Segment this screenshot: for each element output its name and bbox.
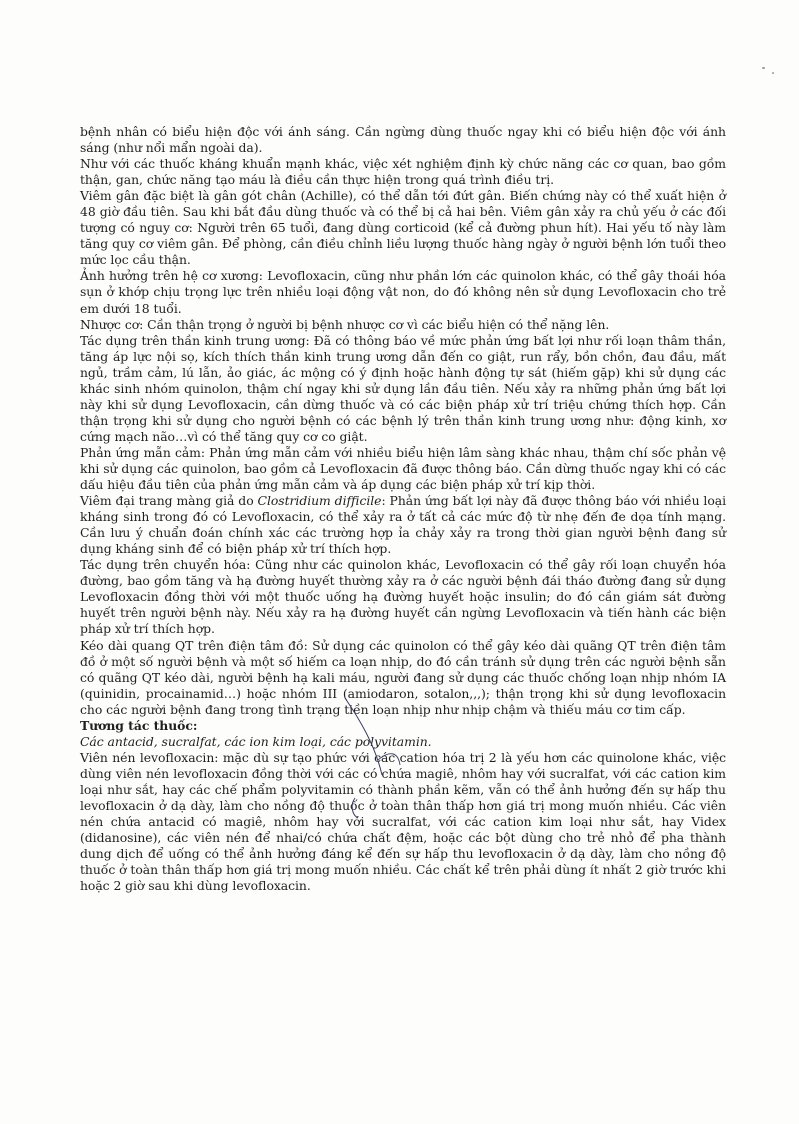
section-heading-drug-interactions: Tương tác thuốc: [80,717,198,733]
colitis-rest: : Phản ứng bất lợi này đã được thông báo với nhiều loại kháng sinh trong đó có Levofloxacin, có thể xảy ra ở tất cả các mức độ từ nhẹ đến đe dọa tính mạng. Cần lưu ý chuẩn đoán chính xác các trường hợp ỉa chảy xảy ra trong thời gian người bệnh đang sử dụng kháng sinh để có biện pháp xử trí thích hợp. [80,493,727,557]
paragraph-tendinitis: Viêm gân đặc biệt là gân gót chân (Achille), có thể dẫn tới đứt gân. Biến chứng này có thể xuất hiện ở 48 giờ đầu tiên. Sau khi bắt đầu dùng thuốc và có thể bị cả hai bên. Viêm gân xảy ra chủ yếu ở các đối tượng có nguy cơ: Người trên 65 tuổi, đang dùng corticoid (kể cả đường phun hít). Hai yếu tố này làm tăng quy cơ viêm gân. Để phòng, cần điều chỉnh liều lượng thuốc hàng ngày ở người bệnh lớn tuổi theo mức lọc cầu thận. [80,188,726,268]
scan-speck [762,67,765,69]
paragraph-monitoring: Như với các thuốc kháng khuẩn mạnh khác, việc xét nghiệm định kỳ chức năng các cơ quan, bao gồm thận, gan, chức năng tạo máu là điều cần thực hiện trong quá trình điều trị. [80,156,726,188]
paragraph-metabolism: Tác dụng trên chuyển hóa: Cũng như các quinolon khác, Levofloxacin có thể gây rối loạn chuyển hóa đường, bao gồm tăng và hạ đường huyết thường xảy ra ở các người bệnh đái tháo đường đang sử dụng Levofloxacin đồng thời với một thuốc uống hạ đường huyết hoặc insulin; do đó cần giám sát đường huyết trên người bệnh này. Nếu xảy ra hạ đường huyết cần ngừng Levofloxacin và tiến hành các biện pháp xử trí thích hợp. [80,557,726,637]
paragraph-musculoskeletal: Ảnh hưởng trên hệ cơ xương: Levofloxacin, cũng như phần lớn các quinolon khác, có thể gây thoái hóa sụn ở khớp chịu trọng lực trên nhiều loại động vật non, do đó không nên sử dụng Levofloxacin cho trẻ em dưới 18 tuổi. [80,268,726,316]
paragraph-photosensitivity: bệnh nhân có biểu hiện độc với ánh sáng. Cần ngừng dùng thuốc ngay khi có biểu hiện độc với ánh sáng (như nổi mẩn ngoài da). [80,124,726,156]
paragraph-pseudomembranous-colitis [80,493,726,557]
paragraph-cns-effects: Tác dụng trên thần kinh trung ương: Đã có thông báo về mức phản ứng bất lợi như rối loạn thâm thần, tăng áp lực nội sọ, kích thích thần kinh trung ương dẫn đến co giật, run rẩy, bồn chồn, đau đầu, mất ngủ, trầm cảm, lú lẫn, ảo giác, ác mộng có ý định hoặc hành động tự sát (hiếm gặp) khi sử dụng các khác sinh nhóm quinolon, thậm chí ngay khi sử dụng lần đầu tiên. Nếu xảy ra những phản ứng bất lợi này khi sử dụng Levofloxacin, cần dừng thuốc và có các biện pháp xử trí triệu chứng thích hợp. Cần thận trọng khi sử dụng cho người bệnh có các bệnh lý trên thần kinh trung ương như: động kinh, xơ cứng mạch não…vì có thể tăng quy cơ co giật. [80,332,726,444]
subheading-antacids: Các antacid, sucralfat, các ion kim loại, các polyvitamin. [80,733,432,749]
document-body [80,124,726,894]
paragraph-qt-prolongation: Kéo dài quang QT trên điện tâm đồ: Sử dụng các quinolon có thể gây kéo dài quãng QT trên điện tâm đồ ở một số người bệnh và một số hiếm ca loạn nhịp, do đó cần tránh sử dụng trên các người bệnh sẵn có quãng QT kéo dài, người bệnh hạ kali máu, người đang sử dụng các thuốc chống loạn nhịp nhóm IA (quinidin, procainamid…) hoặc nhóm III (amiodaron, sotalon,,,); thận trọng khi sử dụng levofloxacin cho các người bệnh đang trong tình trạng tiền loạn nhịp như nhịp chậm và thiếu máu cơ tim cấp. [80,637,726,717]
colitis-organism: Clostridium difficile [257,493,382,509]
scan-speck [772,72,774,74]
paragraph-myasthenia: Nhược cơ: Cần thận trọng ở người bị bệnh nhược cơ vì các biểu hiện có thể nặng lên. [80,316,610,332]
paragraph-hypersensitivity: Phản ứng mẫn cảm: Phản ứng mẫn cảm với nhiều biểu hiện lâm sàng khác nhau, thậm chí sốc phản vệ khi sử dụng các quinolon, bao gồm cả Levofloxacin đã được thông báo. Cần dừng thuốc ngay khi có các dấu hiệu đầu tiên của phản ứng mẫn cảm và áp dụng các biện pháp xử trí kịp thời. [80,444,726,493]
paragraph-tablet-interactions: Viên nén levofloxacin: mặc dù sự tạo phức với các cation hóa trị 2 là yếu hơn các quinolone khác, việc dùng viên nén levofloxacin đồng thời với các có chứa magiê, nhôm hay với sucralfat, với các cation kim loại như sắt, hay các chế phẩm polyvitamin có thành phần kẽm, vẫn có thể ảnh hưởng đến sự hấp thu levofloxacin ở dạ dày, làm cho nồng độ thuốc ở toàn thân thấp hơn giá trị mong muốn nhiều. Các viên nén chứa antacid có magiê, nhôm hay với sucralfat, với các cation kim loại như sắt, hay Videx (didanosine), các viên nén để nhai/có chứa chất đệm, hoặc các bột dùng cho trẻ nhỏ để pha thành dung dịch để uống có thể ảnh hưởng đáng kể đến sự hấp thu levofloxacin ở dạ dày, làm cho nồng độ thuốc ở toàn thân thấp hơn giá trị mong muốn nhiều. Các chất kể trên phải dùng ít nhất 2 giờ trước khi hoặc 2 giờ sau khi dùng levofloxacin. [80,749,726,894]
colitis-lead: Viêm đại trang màng giả do [80,493,258,509]
